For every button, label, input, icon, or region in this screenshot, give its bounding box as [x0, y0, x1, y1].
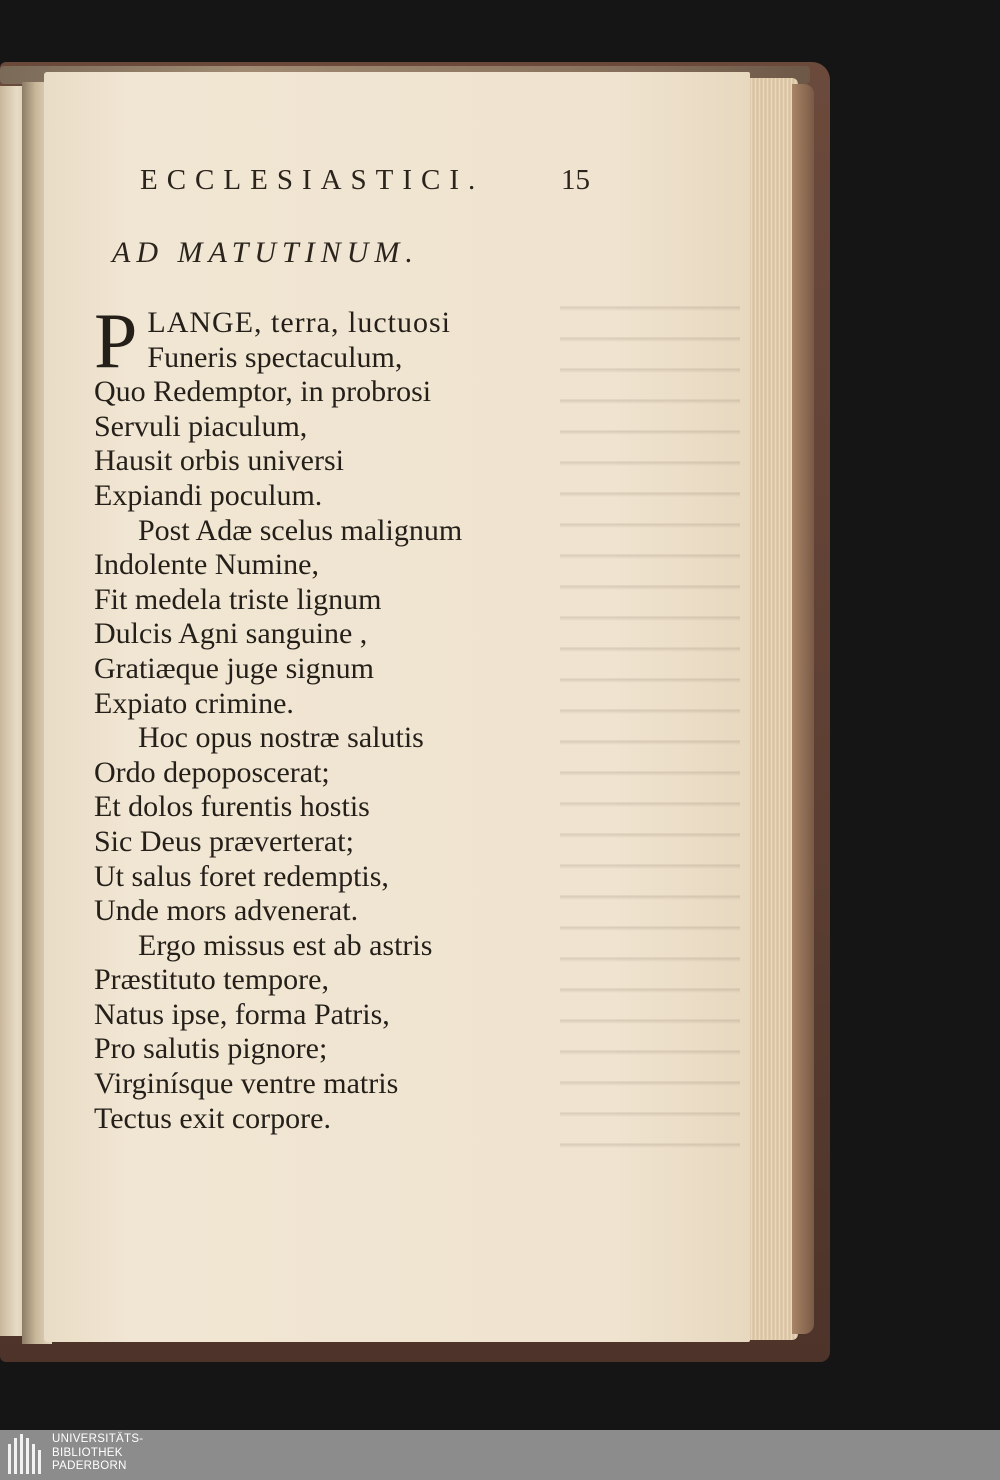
poem-line: Fit medela triste lignum: [94, 582, 382, 616]
poem-line: Pro salutis pignore;: [94, 1032, 328, 1066]
poem-line: Hausit orbis universi: [94, 444, 344, 478]
poem-line: Gratiæque juge signum: [94, 651, 374, 685]
running-head-title: ECCLESIASTICI.: [140, 164, 485, 196]
page-number: 15: [561, 164, 590, 196]
poem-line: Natus ipse, forma Patris,: [94, 997, 390, 1031]
cover-edge: [792, 84, 814, 1334]
poem-line: LANGE, terra, luctuosi: [147, 306, 451, 339]
poem-line: Ut salus foret redemptis,: [94, 859, 389, 893]
running-head: [140, 164, 590, 204]
poem-line: Sic Deus præverterat;: [94, 824, 354, 858]
poem-line: Funeris spectaculum,: [147, 340, 403, 374]
library-name: [52, 1433, 143, 1474]
poem-line: Expiato crimine.: [94, 686, 294, 720]
poem-line: Servuli piaculum,: [94, 409, 308, 443]
library-name-line: UNIVERSITÄTS-: [52, 1433, 144, 1445]
poem-line: Quo Redemptor, in probrosi: [94, 375, 432, 409]
poem-line: Expiandi poculum.: [94, 478, 323, 512]
poem-text: [94, 306, 654, 1136]
opening-stanza: [94, 306, 654, 375]
drop-cap: P: [94, 306, 138, 376]
poem-line: Ergo missus est ab astris: [138, 928, 433, 962]
poem-line: Indolente Numine,: [94, 548, 319, 582]
section-title: AD MATUTINUM.: [112, 236, 419, 269]
poem-line: Dulcis Agni sanguine ,: [94, 617, 368, 651]
poem-line: Ordo depoposcerat;: [94, 755, 330, 789]
poem-line: Hoc opus nostræ salutis: [138, 721, 424, 755]
poem-line: Tectus exit corpore.: [94, 1101, 331, 1135]
library-logo-icon: [4, 1432, 46, 1478]
library-footer: [0, 1430, 1000, 1480]
poem-line: Et dolos furentis hostis: [94, 790, 370, 824]
poem-line: Præstituto tempore,: [94, 963, 329, 997]
poem-line: Virginísque ventre matris: [94, 1067, 399, 1101]
poem-line: Unde mors advenerat.: [94, 894, 359, 928]
library-name-line: BIBLIOTHEK: [52, 1446, 123, 1459]
library-name-line: PADERBORN: [52, 1460, 127, 1472]
poem-line: Post Adæ scelus malignum: [138, 513, 463, 547]
